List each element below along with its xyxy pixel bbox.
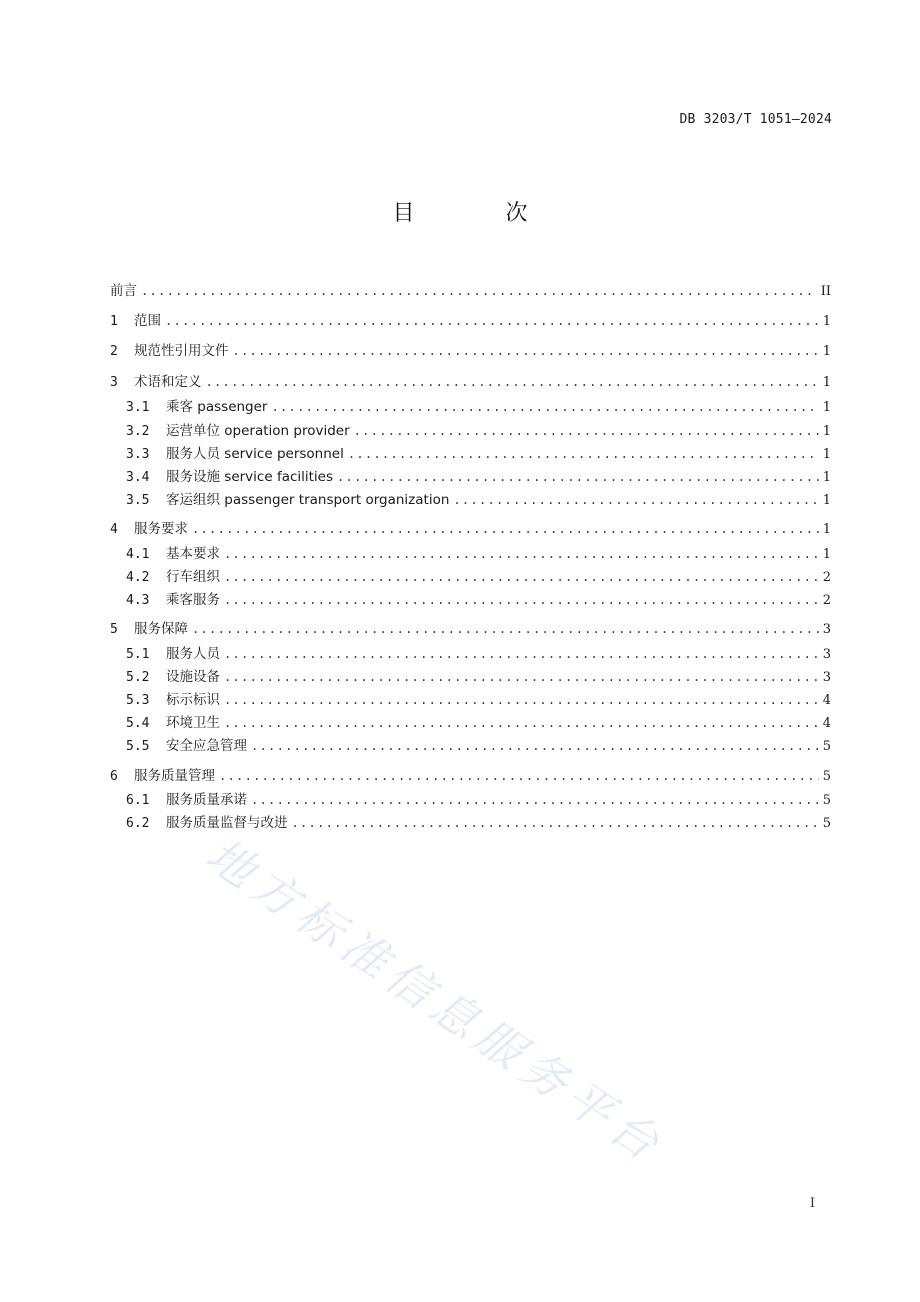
toc-entry-number: 6 xyxy=(110,769,118,784)
toc-subentry[interactable] xyxy=(126,544,831,564)
toc-subentry[interactable] xyxy=(126,397,831,417)
toc-entry-page: 5 xyxy=(822,769,831,784)
toc-subentry[interactable] xyxy=(126,667,831,687)
toc-subentry[interactable] xyxy=(126,813,831,833)
toc-dot-leader xyxy=(233,341,819,361)
toc-entry-page: 2 xyxy=(822,570,831,585)
page-number: I xyxy=(809,1196,815,1211)
toc-entry-number: 5 xyxy=(110,622,118,637)
toc-entry[interactable] xyxy=(110,766,831,786)
toc-dot-leader xyxy=(192,519,819,539)
toc-entry-title: 运营单位 operation provider xyxy=(166,423,350,439)
toc-entry[interactable] xyxy=(110,372,831,392)
toc-dot-leader xyxy=(224,567,819,587)
toc-subentry[interactable] xyxy=(126,490,831,510)
toc-entry-page: 1 xyxy=(822,424,831,439)
toc-entry-title: 标示标识 xyxy=(166,692,220,708)
toc-entry-page: 1 xyxy=(822,447,831,462)
toc-entry-number: 4.3 xyxy=(126,593,150,608)
toc-dot-leader xyxy=(224,590,819,610)
toc-entry-number: 3.5 xyxy=(126,493,150,508)
toc-entry-page: 5 xyxy=(822,793,831,808)
toc-entry-page: 1 xyxy=(822,522,831,537)
toc-entry-number: 5.1 xyxy=(126,647,150,662)
toc-entry-page: 1 xyxy=(822,400,831,415)
toc-entry-page: 1 xyxy=(822,547,831,562)
toc-entry[interactable] xyxy=(110,619,831,639)
toc-entry-number: 6.1 xyxy=(126,793,150,808)
toc-entry[interactable] xyxy=(110,311,831,331)
toc-entry-page: 3 xyxy=(822,647,831,662)
toc-entry-number: 6.2 xyxy=(126,816,150,831)
toc-dot-leader xyxy=(348,444,819,464)
toc-entry-number: 3.1 xyxy=(126,400,150,415)
toc-entry-number: 3.3 xyxy=(126,447,150,462)
toc-entry-number: 5.4 xyxy=(126,716,150,731)
toc-entry-title: 服务要求 xyxy=(134,521,188,537)
toc-entry-number: 4 xyxy=(110,522,118,537)
toc-entry-page: 1 xyxy=(822,493,831,508)
toc-entry-title: 设施设备 xyxy=(166,669,220,685)
toc-entry-page: II xyxy=(820,284,831,299)
toc-entry-page: 5 xyxy=(822,816,831,831)
toc-entry-page: 1 xyxy=(822,470,831,485)
toc-subentry[interactable] xyxy=(126,644,831,664)
toc-entry-title: 基本要求 xyxy=(166,546,220,562)
toc-entry-title: 服务质量承诺 xyxy=(166,792,247,808)
toc-subentry[interactable] xyxy=(126,690,831,710)
toc-dot-leader xyxy=(251,790,819,810)
toc-dot-leader xyxy=(206,372,819,392)
toc-dot-leader xyxy=(224,544,819,564)
toc-entry-title: 服务人员 xyxy=(166,646,220,662)
toc-subentry[interactable] xyxy=(126,467,831,487)
toc-subentry[interactable] xyxy=(126,713,831,733)
toc-entry-page: 2 xyxy=(822,593,831,608)
toc-entry-page: 5 xyxy=(822,739,831,754)
toc-entry-title: 客运组织 passenger transport organization xyxy=(166,492,450,508)
toc-subentry[interactable] xyxy=(126,590,831,610)
toc-entry-number: 3 xyxy=(110,375,118,390)
watermark: 地方标准信息服务平台 xyxy=(196,827,675,1175)
toc-dot-leader xyxy=(224,690,819,710)
toc-entry-page: 1 xyxy=(822,375,831,390)
toc-dot-leader xyxy=(272,397,819,417)
toc-entry-title: 前言 xyxy=(110,283,137,299)
toc-entry-title: 服务质量监督与改进 xyxy=(166,815,288,831)
toc-entry-title: 术语和定义 xyxy=(134,374,202,390)
toc-subentry[interactable] xyxy=(126,567,831,587)
toc-entry-number: 3.2 xyxy=(126,424,150,439)
toc-entry-number: 4.1 xyxy=(126,547,150,562)
toc-subentry[interactable] xyxy=(126,421,831,441)
toc-dot-leader xyxy=(292,813,819,833)
toc-entry-page: 3 xyxy=(822,670,831,685)
toc-entry-title: 乘客服务 xyxy=(166,592,220,608)
toc-dot-leader xyxy=(192,619,819,639)
toc-dot-leader xyxy=(337,467,819,487)
toc-entry-page: 4 xyxy=(822,716,831,731)
toc-entry-title: 范围 xyxy=(134,313,161,329)
toc-entry-number: 5.5 xyxy=(126,739,150,754)
toc-dot-leader xyxy=(354,421,819,441)
toc-entry[interactable] xyxy=(110,519,831,539)
toc-entry-page: 3 xyxy=(822,622,831,637)
document-code: DB 3203/T 1051—2024 xyxy=(679,112,832,127)
toc-entry[interactable] xyxy=(110,341,831,361)
toc-entry-title: 服务设施 service facilities xyxy=(166,469,334,485)
toc-dot-leader xyxy=(224,667,819,687)
toc-entry-title: 服务保障 xyxy=(134,621,188,637)
toc-entry-title: 环境卫生 xyxy=(166,715,220,731)
toc-entry-number: 5.3 xyxy=(126,693,150,708)
toc-entry-page: 4 xyxy=(822,693,831,708)
toc-entry[interactable] xyxy=(110,281,831,301)
toc-entry-number: 3.4 xyxy=(126,470,150,485)
toc-dot-leader xyxy=(224,713,819,733)
toc-dot-leader xyxy=(224,644,819,664)
toc-dot-leader xyxy=(141,281,817,301)
toc-dot-leader xyxy=(219,766,819,786)
toc-entry-number: 4.2 xyxy=(126,570,150,585)
toc-entry-title: 服务质量管理 xyxy=(134,768,215,784)
toc-entry-title: 乘客 passenger xyxy=(166,399,268,415)
toc-entry-number: 2 xyxy=(110,344,118,359)
toc-dot-leader xyxy=(165,311,819,331)
toc-entry-title: 规范性引用文件 xyxy=(134,343,229,359)
toc-dot-leader xyxy=(251,736,819,756)
toc-entry-page: 1 xyxy=(822,344,831,359)
toc-entry-page: 1 xyxy=(822,314,831,329)
toc-dot-leader xyxy=(453,490,818,510)
toc-entry-number: 5.2 xyxy=(126,670,150,685)
toc-subentry[interactable] xyxy=(126,444,831,464)
toc-subentry[interactable] xyxy=(126,790,831,810)
toc-entry-title: 服务人员 service personnel xyxy=(166,446,344,462)
page-title: 目 次 xyxy=(392,201,570,226)
toc-subentry[interactable] xyxy=(126,736,831,756)
toc-entry-number: 1 xyxy=(110,314,118,329)
toc-entry-title: 安全应急管理 xyxy=(166,738,247,754)
toc-entry-title: 行车组织 xyxy=(166,569,220,585)
